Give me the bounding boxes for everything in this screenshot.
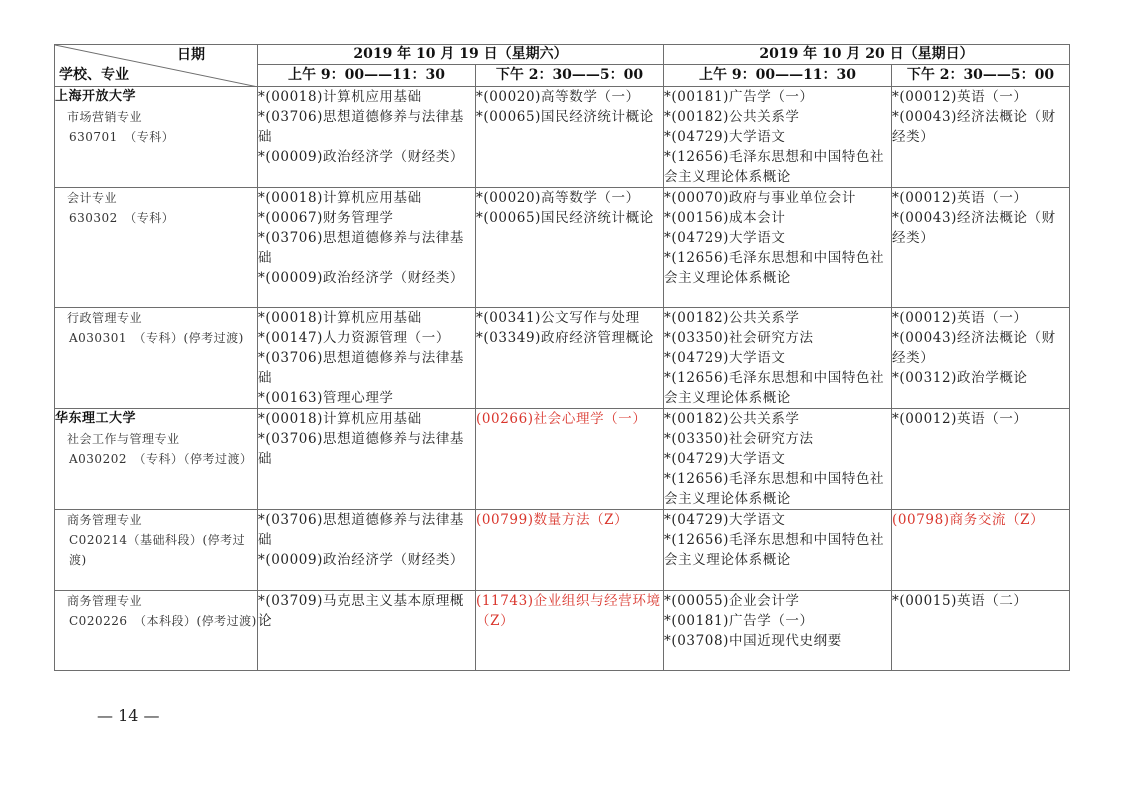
- table-row: [55, 591, 1070, 671]
- course-item: *(00341)公文写作与处理: [476, 310, 640, 326]
- course-item: (00798)商务交流（Z）: [892, 512, 1045, 528]
- major-name: 会计专业: [67, 191, 118, 205]
- day1-pm-header: 下午 2：30——5：00: [476, 65, 664, 87]
- university-name: 华东理工大学: [55, 411, 137, 426]
- course-item: *(03706)思想道德修养与法律基础: [258, 512, 465, 548]
- exam-cell-d1am: [258, 510, 476, 591]
- course-item: *(00018)计算机应用基础: [258, 310, 422, 326]
- exam-cell-d2am: [664, 188, 892, 308]
- corner-header: [55, 45, 258, 87]
- course-item: *(12656)毛泽东思想和中国特色社会主义理论体系概论: [664, 370, 885, 406]
- page-number: — 14 —: [97, 706, 160, 725]
- schedule-body: [55, 87, 1070, 671]
- exam-cell-d1pm: [476, 188, 664, 308]
- table-row: [55, 409, 1070, 510]
- school-major-cell: [55, 87, 258, 188]
- exam-cell-d1am: [258, 87, 476, 188]
- exam-cell-d2pm: [892, 409, 1070, 510]
- major-code: A030301 （专科）(停考过渡): [69, 331, 244, 345]
- exam-cell-d1pm: [476, 87, 664, 188]
- exam-cell-d1pm: [476, 308, 664, 409]
- course-item: *(00147)人力资源管理（一）: [258, 330, 450, 346]
- course-item: *(03706)思想道德修养与法律基础: [258, 230, 465, 266]
- course-item: *(00020)高等数学（一）: [476, 89, 640, 105]
- course-item: *(04729)大学语文: [664, 451, 786, 467]
- course-item: *(03349)政府经济管理概论: [476, 330, 654, 346]
- course-item: *(00043)经济法概论（财经类）: [892, 330, 1056, 366]
- course-item: *(04729)大学语文: [664, 512, 786, 528]
- course-item: *(03709)马克思主义基本原理概论: [258, 593, 465, 629]
- course-item: *(12656)毛泽东思想和中国特色社会主义理论体系概论: [664, 149, 885, 185]
- course-item: *(03350)社会研究方法: [664, 431, 814, 447]
- table-row: [55, 188, 1070, 308]
- school-major-cell: [55, 308, 258, 409]
- course-item: *(04729)大学语文: [664, 230, 786, 246]
- course-item: *(12656)毛泽东思想和中国特色社会主义理论体系概论: [664, 532, 885, 568]
- course-item: *(12656)毛泽东思想和中国特色社会主义理论体系概论: [664, 471, 885, 507]
- exam-cell-d2am: [664, 409, 892, 510]
- course-item: *(00009)政治经济学（财经类）: [258, 270, 465, 286]
- course-item: *(00156)成本会计: [664, 210, 786, 226]
- school-major-cell: [55, 510, 258, 591]
- course-item: *(00182)公共关系学: [664, 109, 800, 125]
- course-item: *(00181)广告学（一）: [664, 613, 814, 629]
- exam-cell-d2pm: [892, 308, 1070, 409]
- exam-cell-d1am: [258, 591, 476, 671]
- exam-cell-d1pm: [476, 591, 664, 671]
- major-code: C020226 （本科段）(停考过渡): [69, 614, 257, 628]
- exam-cell-d1am: [258, 409, 476, 510]
- course-item: *(04729)大学语文: [664, 129, 786, 145]
- exam-cell-d2pm: [892, 188, 1070, 308]
- course-item: *(00009)政治经济学（财经类）: [258, 149, 465, 165]
- major-code: C020214（基础科段）(停考过渡): [69, 533, 246, 567]
- major-name: 商务管理专业: [67, 513, 143, 527]
- day2-header: 2019 年 10 月 20 日（星期日）: [664, 45, 1070, 65]
- course-item: *(03708)中国近现代史纲要: [664, 633, 842, 649]
- major-name: 商务管理专业: [67, 594, 143, 608]
- course-item: *(00020)高等数学（一）: [476, 190, 640, 206]
- exam-cell-d2pm: [892, 510, 1070, 591]
- course-item: *(00067)财务管理学: [258, 210, 394, 226]
- course-item: *(00012)英语（一）: [892, 411, 1028, 427]
- course-item: *(00181)广告学（一）: [664, 89, 814, 105]
- school-major-cell: [55, 188, 258, 308]
- course-item: *(03706)思想道德修养与法律基础: [258, 431, 465, 467]
- course-item: *(00182)公共关系学: [664, 411, 800, 427]
- school-major-cell: [55, 409, 258, 510]
- course-item: *(00163)管理心理学: [258, 390, 394, 406]
- major-code: 630701 （专科）: [69, 130, 175, 144]
- exam-cell-d2am: [664, 87, 892, 188]
- school-major-cell: [55, 591, 258, 671]
- exam-cell-d2am: [664, 510, 892, 591]
- course-item: *(00018)计算机应用基础: [258, 411, 422, 427]
- exam-cell-d2am: [664, 591, 892, 671]
- corner-school-label: 学校、专业: [59, 67, 129, 83]
- course-item: *(00012)英语（一）: [892, 310, 1028, 326]
- course-item: *(03706)思想道德修养与法律基础: [258, 350, 465, 386]
- course-item: *(00012)英语（一）: [892, 89, 1028, 105]
- exam-cell-d1am: [258, 188, 476, 308]
- exam-cell-d1am: [258, 308, 476, 409]
- course-item: *(03350)社会研究方法: [664, 330, 814, 346]
- exam-cell-d2pm: [892, 591, 1070, 671]
- table-row: [55, 510, 1070, 591]
- course-item: *(00012)英语（一）: [892, 190, 1028, 206]
- course-item: *(00070)政府与事业单位会计: [664, 190, 856, 206]
- day1-am-header: 上午 9：00——11：30: [258, 65, 476, 87]
- exam-schedule-table: [54, 44, 1070, 671]
- major-code: 630302 （专科）: [69, 211, 175, 225]
- course-item: *(00065)国民经济统计概论: [476, 210, 654, 226]
- course-item: *(00043)经济法概论（财经类）: [892, 210, 1056, 246]
- major-name: 社会工作与管理专业: [67, 432, 180, 446]
- major-name: 市场营销专业: [67, 110, 143, 124]
- table-row: [55, 87, 1070, 188]
- major-code: A030202 （专科）（停考过渡）: [69, 452, 253, 466]
- course-item: (00266)社会心理学（一）: [476, 411, 647, 427]
- day1-header: 2019 年 10 月 19 日（星期六）: [258, 45, 664, 65]
- university-name: 上海开放大学: [55, 89, 137, 104]
- exam-cell-d1pm: [476, 510, 664, 591]
- course-item: *(00182)公共关系学: [664, 310, 800, 326]
- course-item: *(00009)政治经济学（财经类）: [258, 552, 465, 568]
- course-item: *(00055)企业会计学: [664, 593, 800, 609]
- course-item: *(00312)政治学概论: [892, 370, 1028, 386]
- major-name: 行政管理专业: [67, 311, 143, 325]
- course-item: *(00065)国民经济统计概论: [476, 109, 654, 125]
- table-row: [55, 308, 1070, 409]
- exam-cell-d2am: [664, 308, 892, 409]
- course-item: *(00018)计算机应用基础: [258, 89, 422, 105]
- exam-cell-d2pm: [892, 87, 1070, 188]
- corner-date-label: 日期: [177, 47, 205, 63]
- course-item: *(00015)英语（二）: [892, 593, 1028, 609]
- day2-am-header: 上午 9：00——11：30: [664, 65, 892, 87]
- course-item: *(04729)大学语文: [664, 350, 786, 366]
- course-item: *(12656)毛泽东思想和中国特色社会主义理论体系概论: [664, 250, 885, 286]
- exam-cell-d1pm: [476, 409, 664, 510]
- course-item: (11743)企业组织与经营环境（Z）: [476, 593, 661, 629]
- course-item: *(00018)计算机应用基础: [258, 190, 422, 206]
- course-item: *(00043)经济法概论（财经类）: [892, 109, 1056, 145]
- course-item: *(03706)思想道德修养与法律基础: [258, 109, 465, 145]
- course-item: (00799)数量方法（Z）: [476, 512, 629, 528]
- day2-pm-header: 下午 2：30——5：00: [892, 65, 1070, 87]
